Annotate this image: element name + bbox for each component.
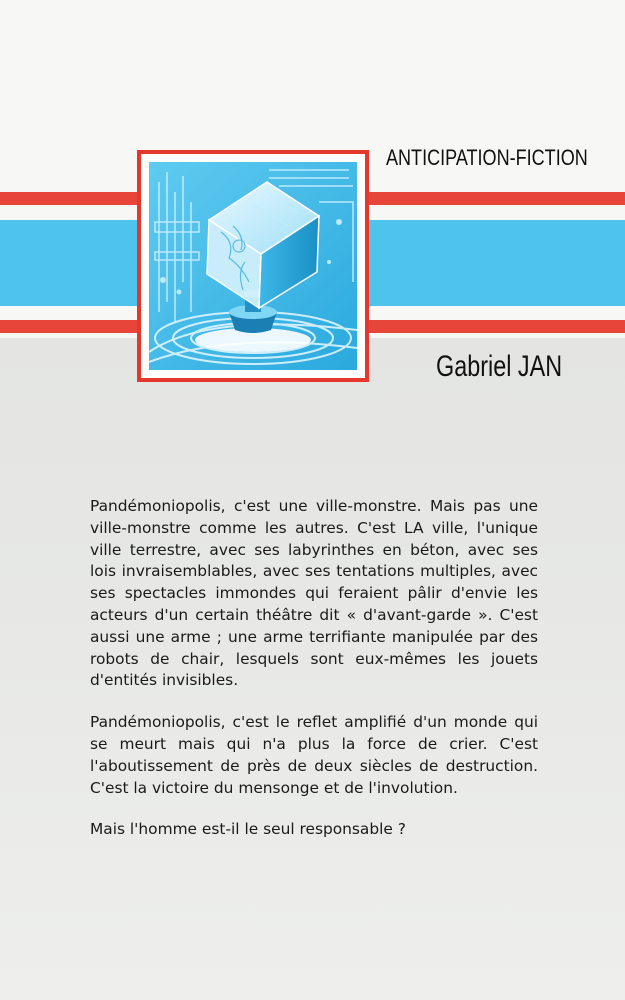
glass-cube-pedestal-icon bbox=[149, 162, 357, 370]
blurb-text bbox=[90, 496, 538, 841]
blurb-paragraph-3: Mais l'homme est-il le seul responsable ? bbox=[90, 820, 406, 839]
illustration-frame bbox=[137, 150, 369, 382]
blurb-paragraph-1: Pandémoniopolis, c'est une ville-monstre. Mais pas une ville-monstre comme les autres. C'est LA ville, l'unique ville terrestre, avec ses labyrinthes en béton, avec ses lois invraisemblables, avec ses tentations multiples, avec ses spectacles immondes qui feraient pâlir d'envie les acteurs d'un certain théâtre dit « d'avant-garde ». C'est aussi une arme ; une arme terrifiante manipulée par des robots de chair, lesquels sont eux-mêmes les jouets d'entités invisibles. bbox=[90, 497, 538, 690]
blurb-paragraph-2: Pandémoniopolis, c'est le reflet amplifié d'un monde qui se meurt mais qui n'a plus la force de crier. C'est l'aboutissement de près de deux siècles de destruction. C'est la victoire du mensonge et de l'involution. bbox=[90, 713, 538, 797]
series-title: ANTICIPATION-FICTION bbox=[386, 145, 588, 170]
author-name: Gabriel JAN bbox=[436, 350, 563, 383]
illustration-panel bbox=[141, 154, 365, 378]
